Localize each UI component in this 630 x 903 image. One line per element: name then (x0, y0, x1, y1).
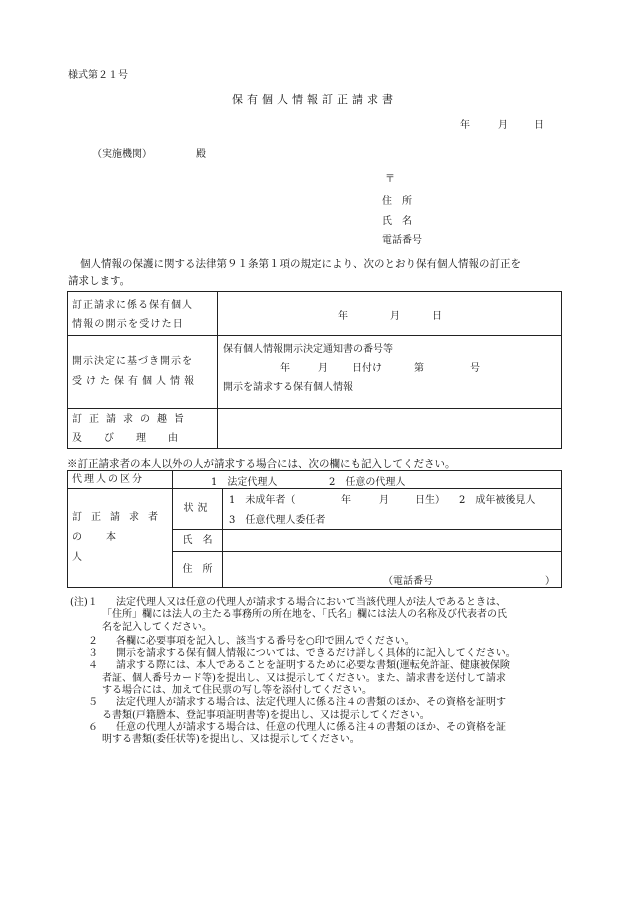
status-value-cell[interactable] (223, 489, 562, 530)
principal-phone-close: ） (545, 576, 555, 587)
note-5-number: ５ (88, 697, 98, 709)
note-4 (72, 660, 572, 697)
disclosure-date-day: 日 (432, 311, 442, 322)
purpose-label-cell (68, 409, 218, 449)
note-6-number: ６ (88, 721, 98, 733)
disclosed-info-label-2: 受けた保有個人情報 (72, 376, 198, 387)
disclosure-date-month: 月 (390, 311, 400, 322)
notice-number-label: 保有個人情報開示決定通知書の番号等 (223, 344, 393, 355)
requester-name-label: 氏 名 (382, 216, 412, 227)
requested-info-label: 開示を請求する保有個人情報 (223, 382, 353, 393)
notice-month: 月 (318, 363, 328, 374)
agent-note: ※訂正請求者の本人以外の人が請求する場合には、次の欄にも記入してください。 (67, 458, 456, 470)
correction-table (67, 291, 562, 449)
agent-option-voluntary[interactable]: 2 任意の代理人 (329, 477, 406, 488)
note-4-line-3: する場合には、加えて住民票の写し等を添付してください。 (102, 685, 372, 697)
status-birth-day: 日生） (415, 495, 445, 506)
note-4-number: ４ (88, 660, 98, 672)
agent-table (67, 470, 562, 588)
agent-category-value-cell[interactable] (173, 471, 562, 489)
disclosed-info-label-1: 開示決定に基づき開示を (72, 356, 193, 367)
date-day: 日 (534, 120, 544, 131)
principal-name-label: 氏 名 (182, 534, 213, 546)
purpose-label-2: 及び理由 (72, 432, 200, 444)
note-1-number: (注)１ (70, 597, 98, 608)
note-5-line-2: る書類(戸籍謄本、登記事項証明書等)を提出し、又は提示してください。 (102, 709, 430, 721)
note-1-line-1: 法定代理人又は任意の代理人が請求する場合において当該代理人が法人であるときは、 (116, 597, 506, 608)
disclosure-date-year: 年 (338, 311, 348, 322)
disclosure-date-value-cell[interactable] (218, 292, 562, 336)
note-6 (72, 722, 572, 747)
note-2-line-1: 各欄に必要事項を記入し、該当する番号を○印で囲んでください。 (116, 635, 415, 647)
status-birth-year: 年 (341, 495, 351, 506)
note-3-number: ３ (88, 648, 98, 660)
notice-day: 日付け (352, 363, 382, 374)
notice-go: 号 (470, 363, 480, 374)
note-6-line-2: 明する書類(委任状等)を提出し、又は提示してください。 (102, 734, 360, 746)
requester-phone-label: 電話番号 (382, 235, 422, 246)
disclosure-date-label-2: 情報の開示を受けた日 (72, 318, 184, 330)
intro-line-1: 個人情報の保護に関する法律第９１条第１項の規定により、次のとおり保有個人情報の訂正を (80, 258, 521, 270)
date-year: 年 (460, 120, 470, 131)
note-1-line-3: 名を記入してください。 (102, 621, 212, 633)
note-4-line-1: 請求する際には、本人であることを証明するために必要な書類(運転免許証、健康被保険 (116, 660, 510, 672)
note-1-line-2: 「住所」欄には法人の主たる事務所の所在地を、「氏名」欄には法人の名称及び代表者の氏 (102, 609, 507, 621)
principal-label-2: の本人 (72, 532, 140, 563)
page-title: 保有個人情報訂正請求書 (232, 93, 397, 106)
status-principal[interactable]: 3 任意代理人委任者 (229, 515, 326, 526)
note-2-number: ２ (88, 635, 98, 647)
disclosed-info-value-cell[interactable] (218, 336, 562, 409)
note-1 (72, 597, 572, 634)
status-label-cell (173, 489, 223, 530)
principal-address-value-cell[interactable] (223, 552, 562, 588)
agent-category-label-cell (68, 471, 173, 489)
note-5 (72, 697, 572, 722)
postal-mark: 〒 (385, 174, 395, 185)
requester-address-label: 住 所 (382, 196, 412, 207)
status-adult-guardian[interactable]: 2 成年被後見人 (459, 495, 536, 506)
note-3 (72, 648, 572, 660)
intro-line-2: 請求します。 (68, 275, 131, 287)
purpose-value-cell[interactable] (218, 409, 562, 449)
principal-label-cell (68, 489, 173, 588)
recipient-org: （実施機関） (92, 149, 152, 160)
principal-label-1: 訂正請求者 (72, 512, 167, 523)
principal-address-label: 住 所 (182, 563, 213, 575)
notes (72, 597, 572, 747)
purpose-label-1: 訂正請求の趣旨 (72, 413, 191, 425)
notice-dai: 第 (414, 363, 424, 374)
note-5-line-1: 法定代理人が請求する場合は、法定代理人に係る注４の書類のほか、その資格を証明す (116, 697, 506, 709)
note-4-line-2: 者証、個人番号カード等)を提出し、又は提示してください。また、請求書を送付して請求 (102, 672, 506, 684)
disclosed-info-label-cell (68, 336, 218, 409)
principal-address-label-cell (173, 552, 223, 588)
notice-year: 年 (280, 363, 290, 374)
recipient-honorific: 殿 (196, 149, 206, 160)
form-number: 様式第２１号 (68, 70, 128, 81)
note-6-line-1: 任意の代理人が請求する場合は、任意の代理人に係る注４の書類のほか、その資格を証 (116, 721, 506, 733)
agent-category-label: 代理人の区分 (72, 473, 144, 485)
date-month: 月 (498, 120, 508, 131)
note-3-line-1: 開示を請求する保有個人情報については、できるだけ詳しく具体的に記入してください。 (116, 648, 516, 660)
principal-name-value-cell[interactable] (223, 530, 562, 552)
status-minor[interactable]: 1 未成年者（ (229, 495, 296, 506)
principal-phone-label: （電話番号 (383, 576, 433, 587)
agent-option-legal[interactable]: 1 法定代理人 (211, 477, 278, 488)
disclosure-date-label-cell (68, 292, 218, 336)
disclosure-date-label-1: 訂正請求に係る保有個人 (72, 299, 193, 311)
status-birth-month: 月 (379, 495, 389, 506)
status-label: 状況 (183, 503, 212, 514)
note-2 (72, 636, 572, 648)
principal-name-label-cell (173, 530, 223, 552)
